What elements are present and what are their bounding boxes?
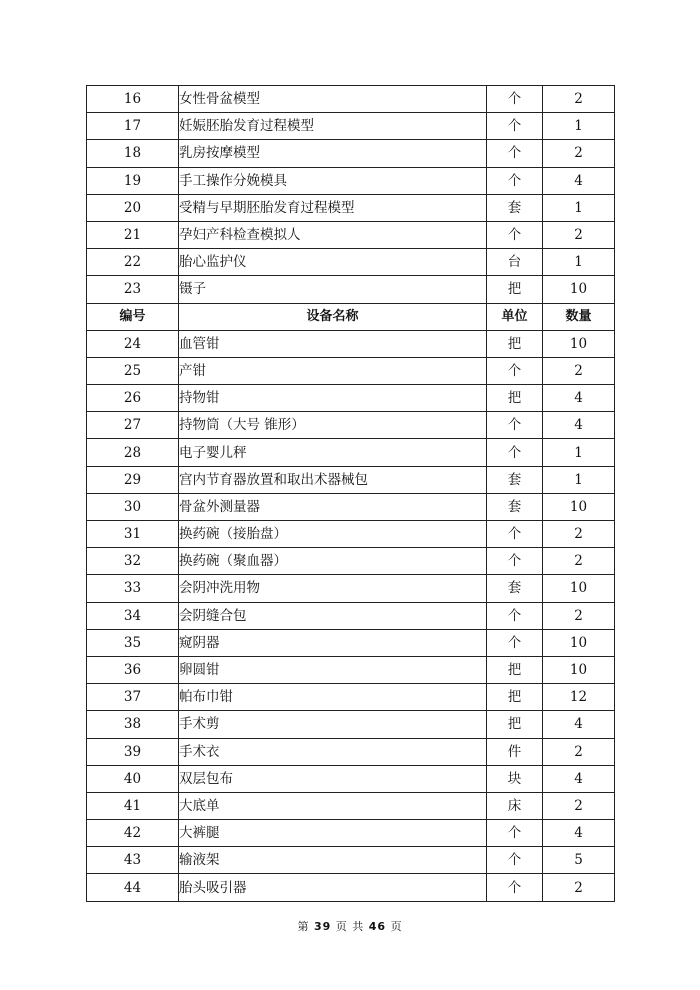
cell-quantity: 10 [543,493,615,520]
cell-quantity: 4 [543,167,615,194]
cell-quantity: 1 [543,113,615,140]
total-page-count: 46 [368,920,387,933]
cell-quantity: 2 [543,548,615,575]
cell-equipment-name: 双层包布 [179,765,487,792]
cell-quantity: 12 [543,684,615,711]
cell-unit: 把 [487,684,543,711]
cell-unit: 套 [487,575,543,602]
cell-equipment-name: 大底单 [179,792,487,819]
cell-unit: 个 [487,874,543,901]
cell-equipment-name: 胎心监护仪 [179,249,487,276]
cell-quantity: 4 [543,711,615,738]
cell-number: 38 [87,711,179,738]
table-row [87,439,615,466]
table-row [87,249,615,276]
table-row [87,167,615,194]
cell-unit: 个 [487,521,543,548]
cell-unit: 个 [487,357,543,384]
cell-number: 25 [87,357,179,384]
cell-equipment-name: 血管钳 [179,330,487,357]
cell-number: 34 [87,602,179,629]
table-row [87,792,615,819]
table-row [87,820,615,847]
current-page-number: 39 [313,920,332,933]
cell-number: 36 [87,656,179,683]
cell-number: 17 [87,113,179,140]
cell-unit: 个 [487,412,543,439]
cell-quantity: 10 [543,656,615,683]
cell-number: 26 [87,385,179,412]
cell-equipment-name: 持物筒（大号 锥形） [179,412,487,439]
cell-equipment-name: 手工操作分娩模具 [179,167,487,194]
cell-quantity: 5 [543,847,615,874]
table-row [87,493,615,520]
cell-equipment-name: 大裤腿 [179,820,487,847]
cell-unit: 台 [487,249,543,276]
cell-unit: 把 [487,656,543,683]
cell-number: 32 [87,548,179,575]
table-row [87,847,615,874]
table-row [87,548,615,575]
cell-equipment-name: 受精与早期胚胎发育过程模型 [179,194,487,221]
cell-number: 31 [87,521,179,548]
cell-quantity: 2 [543,874,615,901]
table-row [87,602,615,629]
table-row [87,629,615,656]
footer-suffix: 页 [390,920,403,933]
cell-equipment-name: 换药碗（接胎盘） [179,521,487,548]
header-equipment-name: 设备名称 [179,303,487,330]
cell-equipment-name: 手术衣 [179,738,487,765]
table-row [87,86,615,113]
cell-number: 43 [87,847,179,874]
table-row [87,330,615,357]
cell-equipment-name: 骨盆外测量器 [179,493,487,520]
cell-number: 20 [87,194,179,221]
cell-quantity: 2 [543,140,615,167]
cell-equipment-name: 镊子 [179,276,487,303]
cell-equipment-name: 产钳 [179,357,487,384]
cell-number: 19 [87,167,179,194]
table-row [87,194,615,221]
table-row [87,521,615,548]
cell-unit: 把 [487,330,543,357]
table-row [87,874,615,901]
table-row [87,276,615,303]
cell-number: 22 [87,249,179,276]
cell-number: 39 [87,738,179,765]
cell-equipment-name: 孕妇产科检查模拟人 [179,221,487,248]
cell-number: 23 [87,276,179,303]
cell-quantity: 2 [543,792,615,819]
cell-equipment-name: 胎头吸引器 [179,874,487,901]
cell-number: 21 [87,221,179,248]
cell-quantity: 2 [543,357,615,384]
footer-prefix: 第 [297,920,310,933]
table-row [87,575,615,602]
cell-number: 33 [87,575,179,602]
cell-unit: 套 [487,493,543,520]
cell-unit: 个 [487,820,543,847]
table-row [87,385,615,412]
cell-unit: 把 [487,276,543,303]
cell-unit: 个 [487,140,543,167]
equipment-table [86,85,615,902]
cell-unit: 个 [487,847,543,874]
cell-unit: 个 [487,167,543,194]
cell-number: 40 [87,765,179,792]
cell-number: 29 [87,466,179,493]
header-unit: 单位 [487,303,543,330]
table-row [87,765,615,792]
table-row [87,113,615,140]
cell-unit: 床 [487,792,543,819]
cell-unit: 个 [487,439,543,466]
cell-number: 30 [87,493,179,520]
cell-number: 28 [87,439,179,466]
cell-unit: 块 [487,765,543,792]
table-row [87,711,615,738]
cell-equipment-name: 乳房按摩模型 [179,140,487,167]
page-footer [0,918,700,934]
table-row [87,357,615,384]
cell-quantity: 10 [543,330,615,357]
cell-quantity: 2 [543,86,615,113]
table-row [87,412,615,439]
cell-number: 37 [87,684,179,711]
table-body [87,86,615,902]
cell-quantity: 4 [543,412,615,439]
header-quantity: 数量 [543,303,615,330]
cell-unit: 个 [487,113,543,140]
cell-equipment-name: 宫内节育器放置和取出术器械包 [179,466,487,493]
cell-equipment-name: 窥阴器 [179,629,487,656]
cell-equipment-name: 妊娠胚胎发育过程模型 [179,113,487,140]
cell-quantity: 10 [543,629,615,656]
cell-unit: 个 [487,548,543,575]
cell-unit: 个 [487,629,543,656]
cell-quantity: 1 [543,194,615,221]
cell-unit: 把 [487,711,543,738]
cell-equipment-name: 女性骨盆模型 [179,86,487,113]
cell-equipment-name: 输液架 [179,847,487,874]
cell-quantity: 2 [543,521,615,548]
cell-equipment-name: 持物钳 [179,385,487,412]
cell-equipment-name: 会阴冲洗用物 [179,575,487,602]
cell-quantity: 10 [543,276,615,303]
footer-middle: 页 共 [335,920,365,933]
cell-number: 18 [87,140,179,167]
cell-quantity: 2 [543,738,615,765]
cell-quantity: 1 [543,439,615,466]
cell-quantity: 10 [543,575,615,602]
cell-number: 35 [87,629,179,656]
header-number: 编号 [87,303,179,330]
cell-number: 41 [87,792,179,819]
cell-equipment-name: 帕布巾钳 [179,684,487,711]
cell-unit: 个 [487,602,543,629]
cell-quantity: 4 [543,820,615,847]
cell-number: 42 [87,820,179,847]
table-row [87,140,615,167]
cell-quantity: 2 [543,602,615,629]
table-row [87,684,615,711]
cell-number: 27 [87,412,179,439]
cell-number: 44 [87,874,179,901]
cell-unit: 套 [487,194,543,221]
table-row [87,221,615,248]
table-header-row [87,303,615,330]
cell-equipment-name: 手术剪 [179,711,487,738]
cell-unit: 把 [487,385,543,412]
cell-quantity: 2 [543,221,615,248]
table-row [87,738,615,765]
cell-quantity: 4 [543,385,615,412]
cell-unit: 个 [487,221,543,248]
cell-number: 16 [87,86,179,113]
cell-equipment-name: 卵圆钳 [179,656,487,683]
cell-unit: 件 [487,738,543,765]
cell-equipment-name: 电子婴儿秤 [179,439,487,466]
cell-unit: 套 [487,466,543,493]
table-row [87,466,615,493]
cell-unit: 个 [487,86,543,113]
cell-equipment-name: 会阴缝合包 [179,602,487,629]
cell-quantity: 4 [543,765,615,792]
table-row [87,656,615,683]
cell-quantity: 1 [543,466,615,493]
cell-quantity: 1 [543,249,615,276]
cell-equipment-name: 换药碗（聚血器） [179,548,487,575]
cell-number: 24 [87,330,179,357]
